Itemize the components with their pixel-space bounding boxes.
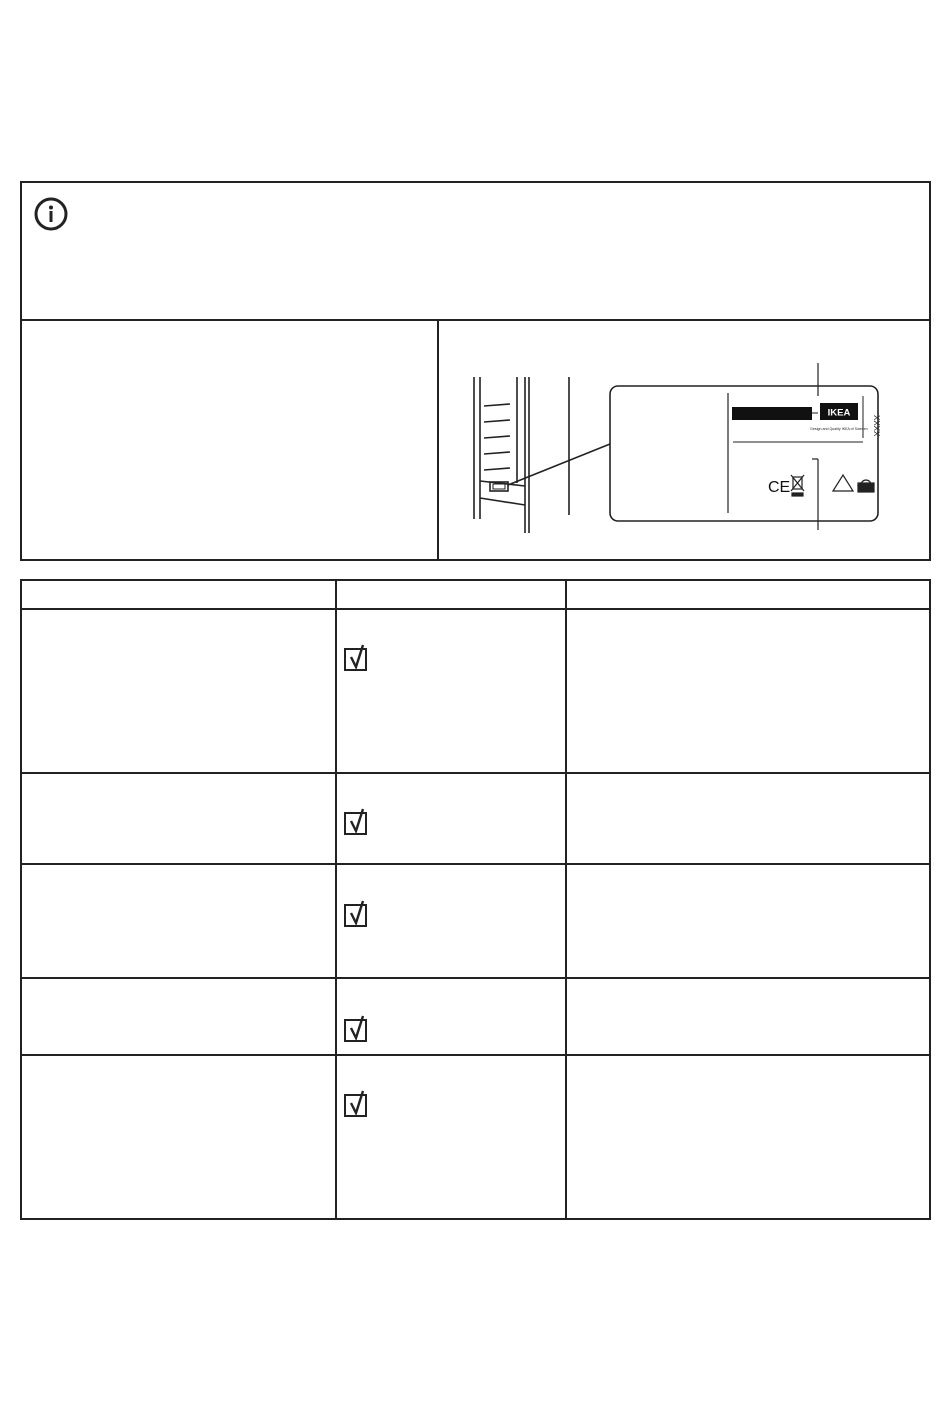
info-column-divider [437,319,439,559]
info-section [20,181,931,561]
checked-box-icon [343,900,369,928]
ikea-logo-text: IKEA [827,407,851,419]
side-code: XXXX [872,415,881,437]
weee-bin-icon [791,475,804,496]
checklist-table [20,579,931,1220]
safety-mark-icon [833,475,874,492]
row-divider [22,1054,929,1056]
rating-plate-diagram [462,343,932,563]
appliance-sketch [474,377,610,533]
rating-plate [610,363,878,530]
header-divider [22,608,929,610]
row-divider [22,977,929,979]
checked-box-icon [343,808,369,836]
checked-box-icon [343,644,369,672]
info-divider [22,319,929,321]
ce-mark: CE [768,479,791,496]
checked-box-icon [343,1015,369,1043]
model-bar [732,407,812,420]
info-icon [34,197,68,231]
checked-box-icon [343,1090,369,1118]
column-divider-2 [565,581,567,1218]
column-divider-1 [335,581,337,1218]
row-divider [22,772,929,774]
row-divider [22,863,929,865]
ikea-tagline: Design and Quality IKEA of Sweden [810,427,868,431]
